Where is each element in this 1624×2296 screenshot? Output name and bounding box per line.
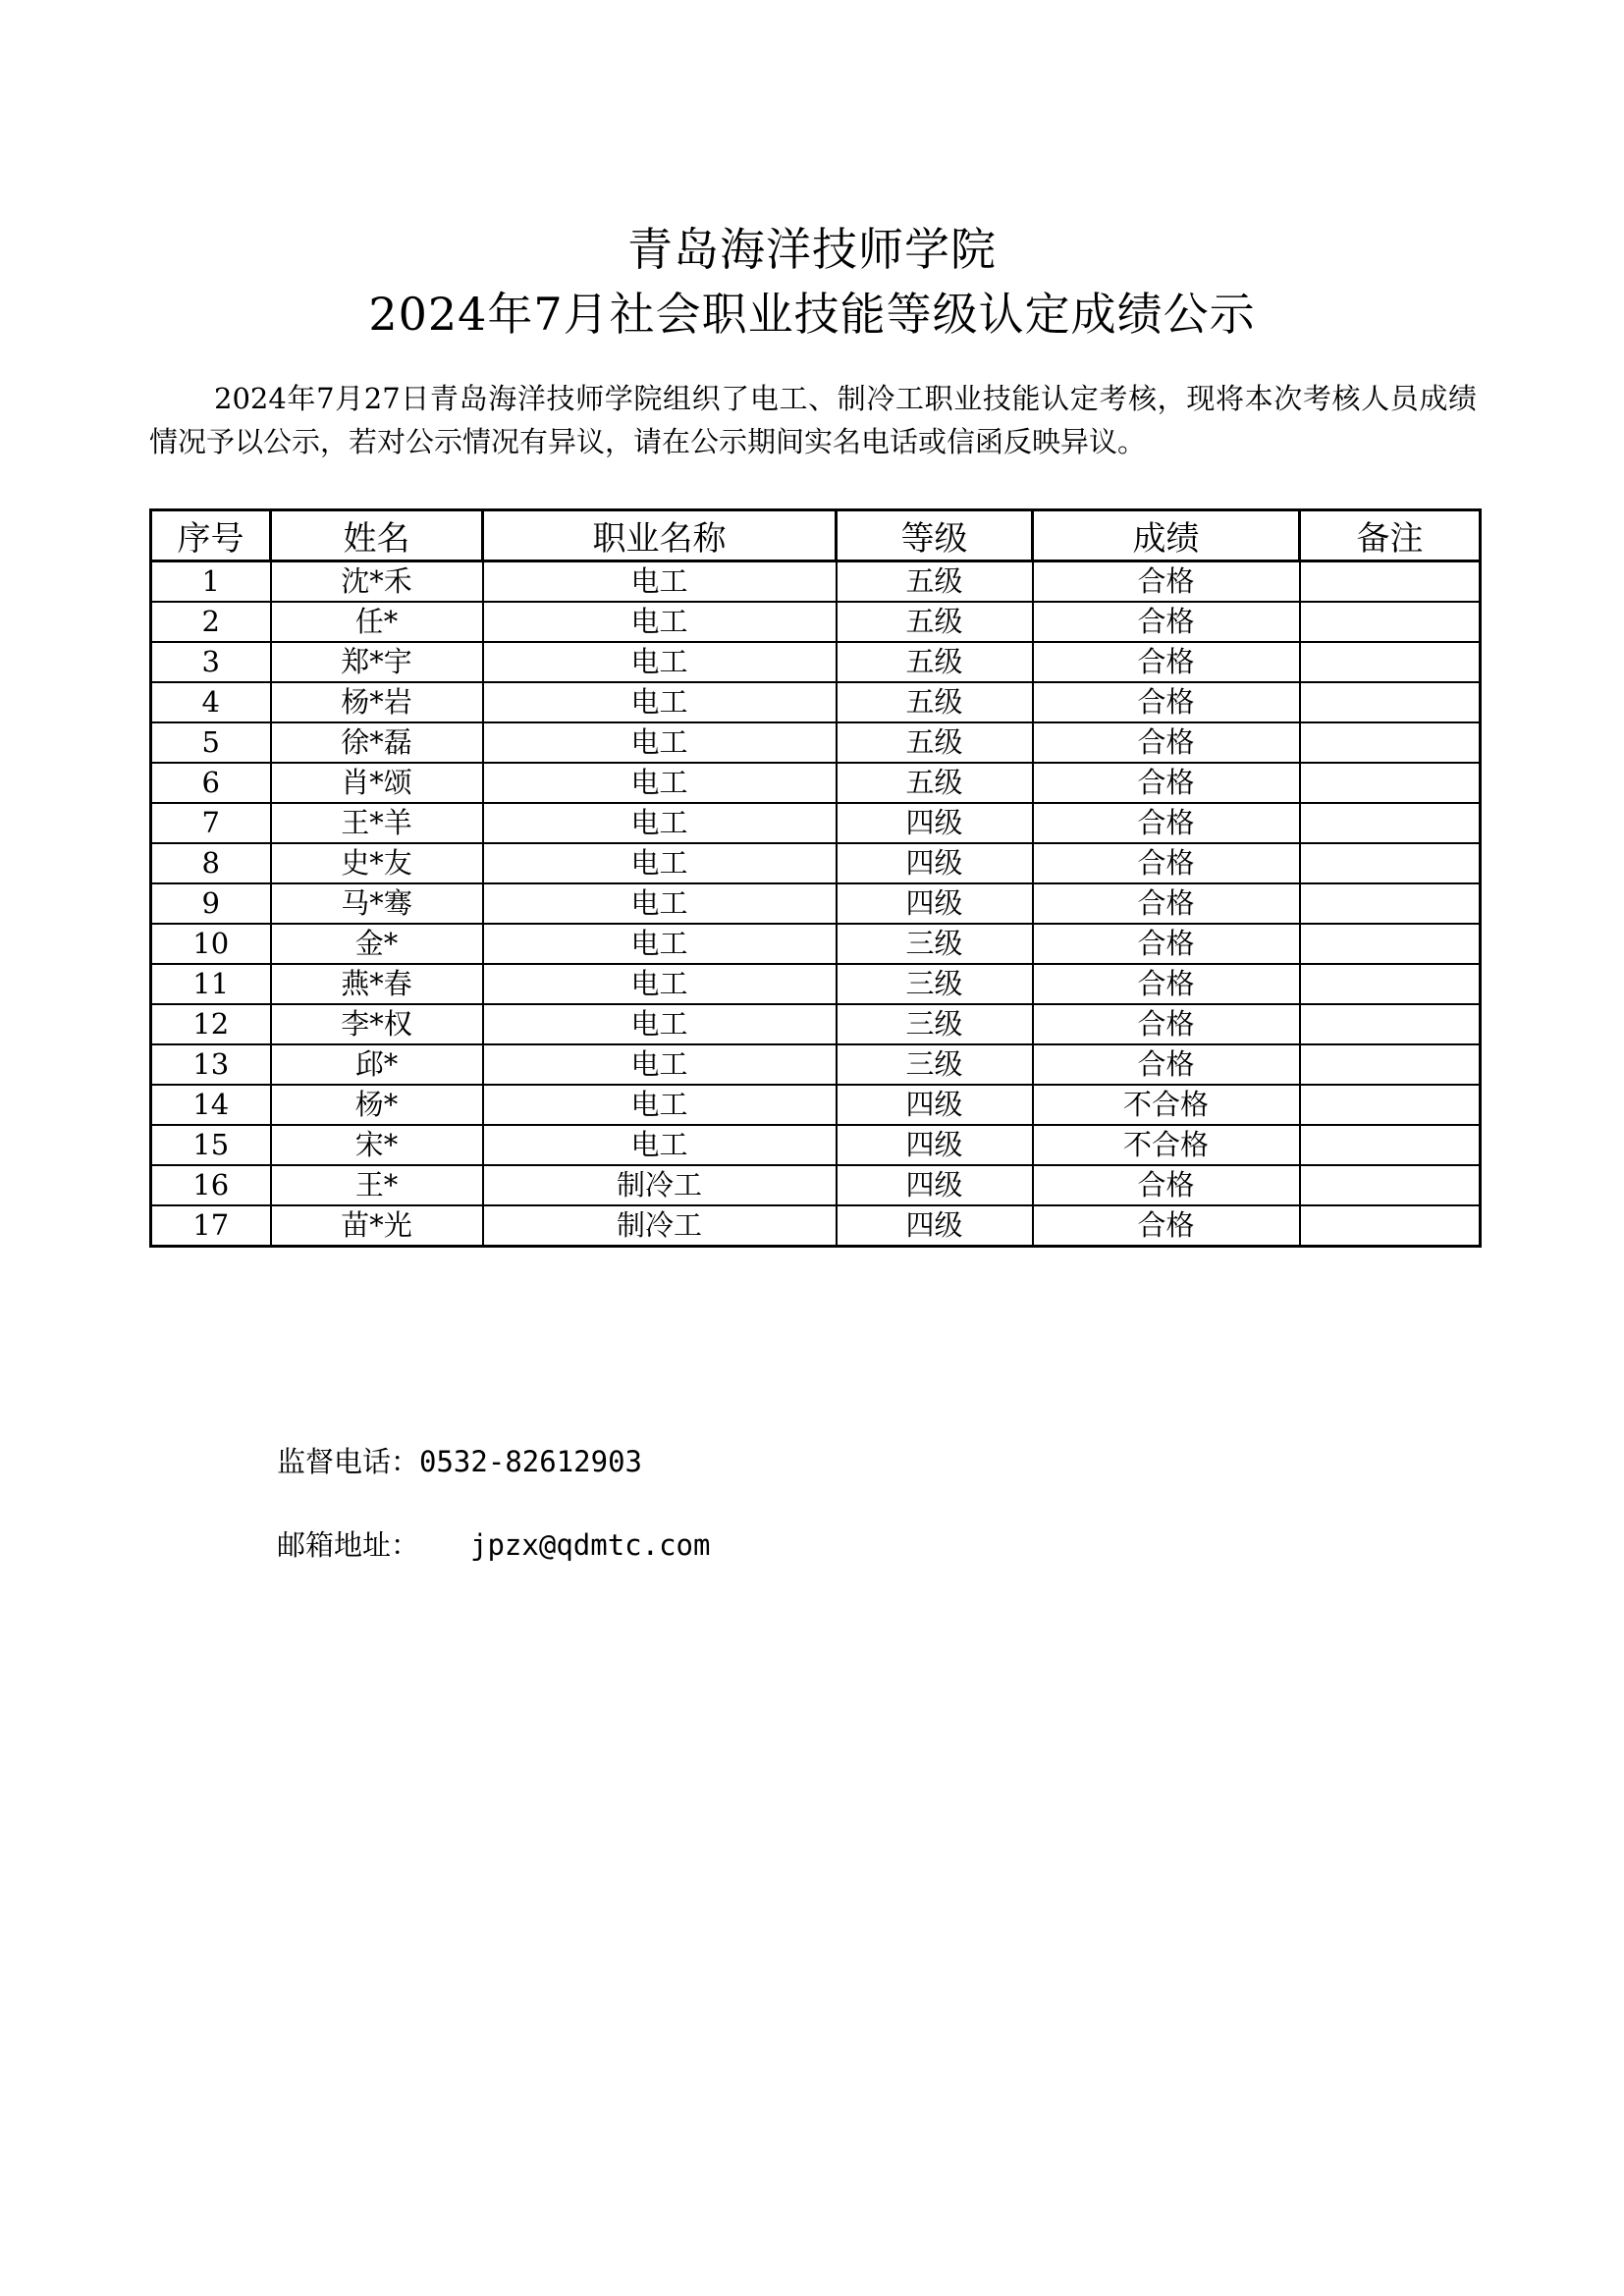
cell-remarks	[1300, 1044, 1481, 1085]
cell-result: 合格	[1033, 602, 1300, 642]
cell-remarks	[1300, 682, 1481, 722]
cell-occupation: 电工	[483, 602, 837, 642]
cell-remarks	[1300, 602, 1481, 642]
cell-name: 金*	[271, 924, 483, 964]
cell-level: 五级	[837, 682, 1033, 722]
table-body	[151, 561, 1481, 1247]
cell-result: 合格	[1033, 924, 1300, 964]
cell-index: 3	[151, 642, 271, 682]
cell-name: 王*羊	[271, 803, 483, 843]
cell-remarks	[1300, 843, 1481, 883]
cell-occupation: 电工	[483, 642, 837, 682]
cell-occupation: 电工	[483, 682, 837, 722]
cell-remarks	[1300, 883, 1481, 924]
table-row	[151, 602, 1481, 642]
cell-result: 合格	[1033, 1044, 1300, 1085]
cell-level: 三级	[837, 964, 1033, 1004]
table-header-row	[151, 510, 1481, 561]
supervision-phone	[277, 1442, 642, 1481]
cell-name: 苗*光	[271, 1205, 483, 1247]
cell-name: 李*权	[271, 1004, 483, 1044]
cell-result: 合格	[1033, 1165, 1300, 1205]
cell-level: 四级	[837, 1165, 1033, 1205]
cell-name: 杨*岩	[271, 682, 483, 722]
table-row	[151, 1125, 1481, 1165]
cell-index: 5	[151, 722, 271, 763]
cell-occupation: 电工	[483, 1004, 837, 1044]
cell-remarks	[1300, 763, 1481, 803]
cell-level: 四级	[837, 1205, 1033, 1247]
cell-occupation: 制冷工	[483, 1205, 837, 1247]
table-row	[151, 1044, 1481, 1085]
column-header-name: 姓名	[271, 510, 483, 561]
table-row	[151, 803, 1481, 843]
cell-level: 四级	[837, 883, 1033, 924]
cell-name: 肖*颂	[271, 763, 483, 803]
cell-index: 6	[151, 763, 271, 803]
column-header-remarks: 备注	[1300, 510, 1481, 561]
cell-index: 15	[151, 1125, 271, 1165]
cell-result: 合格	[1033, 843, 1300, 883]
cell-level: 五级	[837, 763, 1033, 803]
table-row	[151, 924, 1481, 964]
table-row	[151, 883, 1481, 924]
column-header-level: 等级	[837, 510, 1033, 561]
table-row	[151, 843, 1481, 883]
table-row	[151, 1004, 1481, 1044]
email-value: jpzx@qdmtc.com	[470, 1528, 711, 1562]
phone-number: 0532-82612903	[419, 1445, 642, 1478]
cell-index: 12	[151, 1004, 271, 1044]
cell-remarks	[1300, 964, 1481, 1004]
cell-level: 四级	[837, 803, 1033, 843]
cell-remarks	[1300, 1125, 1481, 1165]
results-table	[149, 508, 1482, 1248]
cell-name: 任*	[271, 602, 483, 642]
cell-name: 王*	[271, 1165, 483, 1205]
cell-occupation: 电工	[483, 1125, 837, 1165]
cell-result: 合格	[1033, 642, 1300, 682]
cell-remarks	[1300, 722, 1481, 763]
cell-remarks	[1300, 924, 1481, 964]
cell-occupation: 制冷工	[483, 1165, 837, 1205]
cell-remarks	[1300, 561, 1481, 603]
table-row	[151, 642, 1481, 682]
cell-level: 五级	[837, 602, 1033, 642]
table-row	[151, 1165, 1481, 1205]
cell-name: 史*友	[271, 843, 483, 883]
cell-level: 五级	[837, 722, 1033, 763]
cell-name: 燕*春	[271, 964, 483, 1004]
page-subtitle: 2024年7月社会职业技能等级认定成绩公示	[368, 288, 1256, 341]
email-address	[277, 1525, 710, 1565]
cell-level: 四级	[837, 843, 1033, 883]
cell-name: 沈*禾	[271, 561, 483, 603]
column-header-result: 成绩	[1033, 510, 1300, 561]
cell-result: 合格	[1033, 561, 1300, 603]
cell-index: 9	[151, 883, 271, 924]
cell-index: 11	[151, 964, 271, 1004]
cell-result: 不合格	[1033, 1125, 1300, 1165]
table-row	[151, 763, 1481, 803]
cell-name: 徐*磊	[271, 722, 483, 763]
cell-occupation: 电工	[483, 843, 837, 883]
cell-index: 4	[151, 682, 271, 722]
cell-index: 14	[151, 1085, 271, 1125]
cell-level: 三级	[837, 1004, 1033, 1044]
cell-remarks	[1300, 1165, 1481, 1205]
intro-paragraph: 2024年7月27日青岛海洋技师学院组织了电工、制冷工职业技能认定考核，现将本次考核人员成绩情况予以公示，若对公示情况有异议，请在公示期间实名电话或信函反映异议。	[149, 382, 1477, 458]
cell-occupation: 电工	[483, 924, 837, 964]
table-row	[151, 964, 1481, 1004]
email-label: 邮箱地址：	[277, 1528, 420, 1562]
table-row	[151, 722, 1481, 763]
cell-name: 宋*	[271, 1125, 483, 1165]
table-row	[151, 1085, 1481, 1125]
cell-index: 2	[151, 602, 271, 642]
cell-level: 四级	[837, 1085, 1033, 1125]
cell-result: 合格	[1033, 1205, 1300, 1247]
cell-result: 合格	[1033, 682, 1300, 722]
table-row	[151, 1205, 1481, 1247]
cell-remarks	[1300, 1004, 1481, 1044]
cell-result: 合格	[1033, 722, 1300, 763]
cell-remarks	[1300, 642, 1481, 682]
table-row	[151, 682, 1481, 722]
cell-name: 杨*	[271, 1085, 483, 1125]
column-header-index: 序号	[151, 510, 271, 561]
cell-name: 马*骞	[271, 883, 483, 924]
cell-level: 五级	[837, 642, 1033, 682]
cell-result: 合格	[1033, 763, 1300, 803]
table-row	[151, 561, 1481, 603]
cell-remarks	[1300, 1085, 1481, 1125]
cell-level: 五级	[837, 561, 1033, 603]
cell-result: 合格	[1033, 883, 1300, 924]
cell-occupation: 电工	[483, 763, 837, 803]
cell-occupation: 电工	[483, 722, 837, 763]
cell-index: 13	[151, 1044, 271, 1085]
cell-remarks	[1300, 1205, 1481, 1247]
cell-occupation: 电工	[483, 883, 837, 924]
cell-remarks	[1300, 803, 1481, 843]
cell-level: 四级	[837, 1125, 1033, 1165]
cell-index: 10	[151, 924, 271, 964]
cell-result: 不合格	[1033, 1085, 1300, 1125]
cell-index: 17	[151, 1205, 271, 1247]
cell-level: 三级	[837, 1044, 1033, 1085]
cell-result: 合格	[1033, 964, 1300, 1004]
cell-index: 7	[151, 803, 271, 843]
cell-index: 8	[151, 843, 271, 883]
cell-occupation: 电工	[483, 1085, 837, 1125]
cell-name: 郑*宇	[271, 642, 483, 682]
cell-level: 三级	[837, 924, 1033, 964]
cell-result: 合格	[1033, 803, 1300, 843]
cell-name: 邱*	[271, 1044, 483, 1085]
page-title: 青岛海洋技师学院	[627, 223, 997, 276]
cell-result: 合格	[1033, 1004, 1300, 1044]
phone-label: 监督电话：	[277, 1445, 420, 1478]
cell-occupation: 电工	[483, 964, 837, 1004]
cell-index: 1	[151, 561, 271, 603]
cell-occupation: 电工	[483, 1044, 837, 1085]
cell-occupation: 电工	[483, 803, 837, 843]
column-header-occupation: 职业名称	[483, 510, 837, 561]
cell-occupation: 电工	[483, 561, 837, 603]
cell-index: 16	[151, 1165, 271, 1205]
